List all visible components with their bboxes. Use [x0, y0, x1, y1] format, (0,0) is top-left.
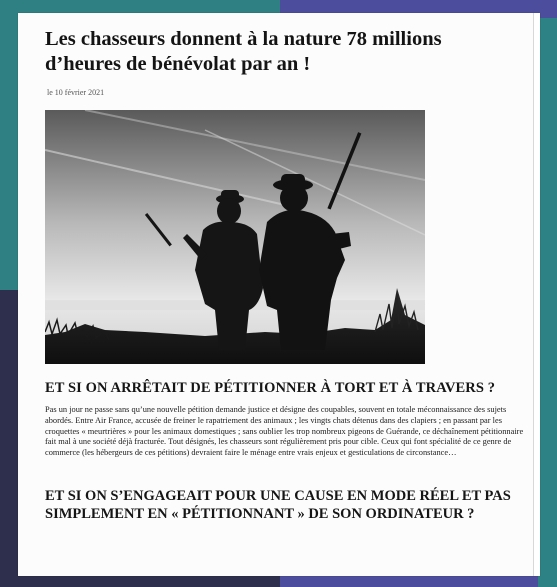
- article-body-paragraph: Pas un jour ne passe sans qu’une nouvelle pétition demande justice et désigne des coupables, souvent en totale méconnaissance des sujets abordés. Entre Air France, accusée de freiner le rapatriement des animaux ; les vingts chats détenus dans des clapiers ; en passant par les croquettes « meurtrières » pour les animaux domestiques ; sans oublier les trop nombreux pigeons de Guérande, ce déchaînement pétitionnaire fait mal à une société déjà fracturée. Tout désignés, les chasseurs sont régulièrement pris pour cible. Ceux qui font spécialité de ce genre de commerce (les hébergeurs de ces pétitions) devraient faire le ménage entre vrais enjeux et gesticulations de circonstance…: [45, 405, 524, 458]
- section-heading-engagement: ET SI ON S’ENGAGEAIT POUR UNE CAUSE EN MODE RÉEL ET PAS SIMPLEMENT EN « PÉTITIONNANT » DE SON ORDINATEUR ?: [45, 488, 511, 522]
- hunters-silhouette-photo: [45, 110, 425, 364]
- article-headline: Les chasseurs donnent à la nature 78 millions d’heures de bénévolat par an !: [45, 28, 442, 75]
- article-date: le 10 février 2021: [47, 88, 105, 97]
- article-page: [18, 13, 540, 576]
- background-teal-strip-right: [538, 18, 557, 587]
- section-heading-petition: ET SI ON ARRÊTAIT DE PÉTITIONNER À TORT ET À TRAVERS ?: [45, 380, 496, 396]
